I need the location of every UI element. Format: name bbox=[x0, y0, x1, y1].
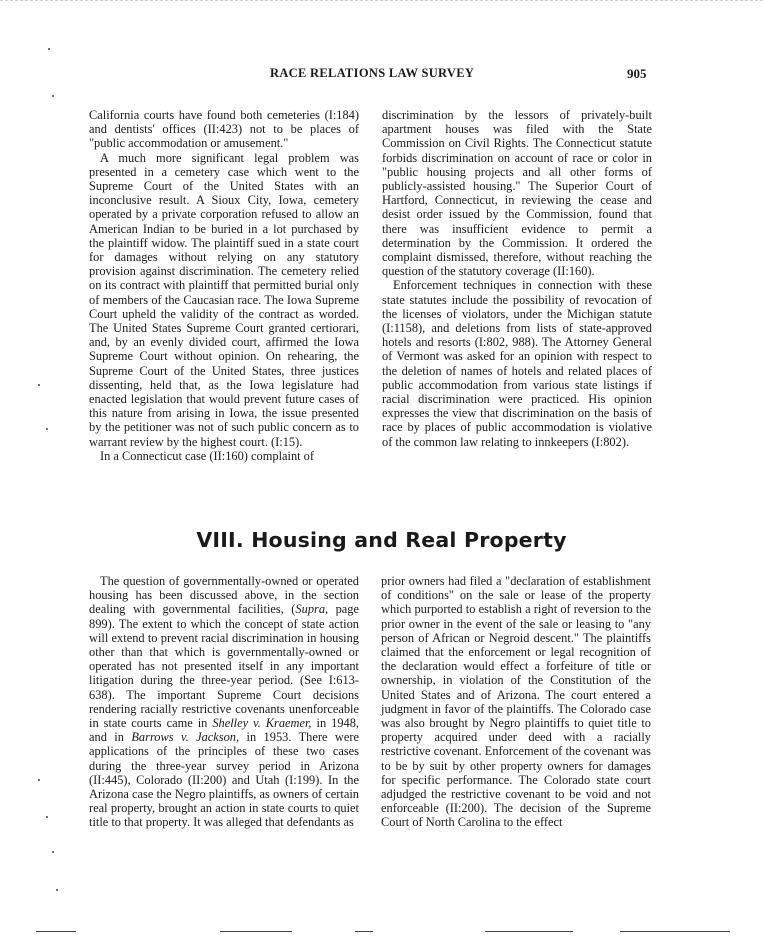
margin-speck bbox=[48, 48, 50, 50]
bottom-right-column bbox=[381, 574, 651, 830]
paragraph: discrimination by the lessors of privately-built apartment houses was filed with the State Commission on Civil Rights. The Connecticut statute forbids discrimination on account of race or color in "public housing projects and all other forms of publicly-assisted housing." The Superior Court of Hartford, Connecticut, in reviewing the cease and desist order issued by the Commission, found that there was insufficient evidence to permit a determination by the Commission. It ordered the complaint dismissed, therefore, without reaching the question of the statutory coverage (II:160). bbox=[382, 108, 652, 279]
text-run: The question of governmentally-owned or operated housing has been discussed above, in the section dealing with governmental facilities, ( bbox=[89, 574, 359, 617]
italic-term: Supra, bbox=[295, 602, 329, 617]
margin-speck bbox=[52, 851, 54, 853]
paragraph: prior owners had filed a "declaration of establishment of conditions" on the sale or lease of the property which purported to establish a right of reversion to the prior owner in the event of the sale or leasing to "any person of African or Negroid descent." The plaintiffs claimed that the enforcement or legal recognition of the declaration would effect a forfeiture of title or ownership, in violation of the Constitution of the United States and of Arizona. The court entered a judgment in favor of the plaintiffs. The Colorado case was also brought by Negro plaintiffs to quiet title to property acquired under deed with a racially restrictive covenant. Enforcement of the covenant was to be by suit by other property owners for damages for specific performance. The Colorado state court adjudged the restrictive covenant to be void and not enforceable (II:200). The decision of the Supreme Court of North Carolina to the effect bbox=[381, 574, 651, 830]
paragraph bbox=[89, 574, 359, 830]
margin-speck bbox=[46, 816, 48, 818]
text-run: in 1948, and in bbox=[89, 716, 360, 745]
bottom-left-column bbox=[89, 574, 359, 830]
top-left-column bbox=[89, 108, 359, 463]
margin-speck bbox=[56, 889, 58, 891]
text-run: in 1953. There were applications of the principles of these two cases during the three-year survey period in Arizona (II:445), Colorado (II:200) and Utah (I:199). In the Arizona case the Negro plaintiffs, as owners of certain real property, brought an action in state courts to quiet title to that property. It was alleged that defendants as bbox=[89, 730, 359, 830]
paragraph: Enforcement techniques in connection with these state statutes include the possibility of revocation of the licenses of violators, under the Michigan statute (I:1158), and deletions from lists of state-approved hotels and resorts (I:802, 988). The Attorney General of Vermont was asked for an opinion with respect to the deletion of names of hotels and related places of public accommodation from various state listings if racial discrimination were practiced. His opinion expresses the view that discrimination on the basis of race by places of public accommodation is violative of the common law relating to innkeepers (I:802). bbox=[382, 278, 652, 449]
page-number: 905 bbox=[627, 66, 647, 81]
paragraph: In a Connecticut case (II:160) complaint of bbox=[100, 448, 315, 463]
case-name: Barrows v. Jackson, bbox=[131, 730, 240, 745]
bottom-scan-edge bbox=[30, 931, 730, 935]
margin-speck bbox=[38, 384, 40, 386]
margin-speck bbox=[52, 95, 54, 97]
margin-speck bbox=[46, 428, 48, 430]
top-right-column bbox=[382, 108, 652, 449]
case-name: Shelley v. Kraemer, bbox=[212, 716, 312, 731]
margin-speck bbox=[38, 779, 40, 781]
paragraph: California courts have found both cemeteries (I:184) and dentists' offices (II:423) not to be places of "public accommodation or amusement." bbox=[89, 108, 359, 151]
section-heading: VIII. Housing and Real Property bbox=[196, 528, 567, 552]
text-run: page 899). The extent to which the concept of state action will extend to prevent racial discrimination in housing other than that which is governmentally-owned or operated has not presented itself in any important litigation during the three-year period. (See I:613-638). The important Supreme Court decisions rendering racially restrictive covenants unenforceable in state courts came in bbox=[89, 602, 359, 731]
paragraph: A much more significant legal problem was presented in a cemetery case which went to the Supreme Court of the United States with an inconclusive result. A Sioux City, Iowa, cemetery operated by a private corporation refused to allow an American Indian to be buried in a lot purchased by the plaintiff widow. The plaintiff sued in a state court for damages without relying on any statutory provision against discrimination. The cemetery relied on its contract with plaintiff that permitted burial only of members of the Caucasian race. The Iowa Supreme Court upheld the validity of the contract as worded. The United States Supreme Court granted certiorari, and, by an evenly divided court, affirmed the Iowa Supreme Court without opinion. On rehearing, the Supreme Court of the United States, three justices dissenting, held that, as the Iowa legislature had enacted legislation that would prevent future cases of this nature from arising in Iowa, the issue presented by the petitioner was not of such public concern as to warrant review by the highest court. (I:15). bbox=[89, 150, 359, 449]
running-head: RACE RELATIONS LAW SURVEY bbox=[270, 66, 475, 80]
top-edge-rule bbox=[0, 0, 763, 1]
